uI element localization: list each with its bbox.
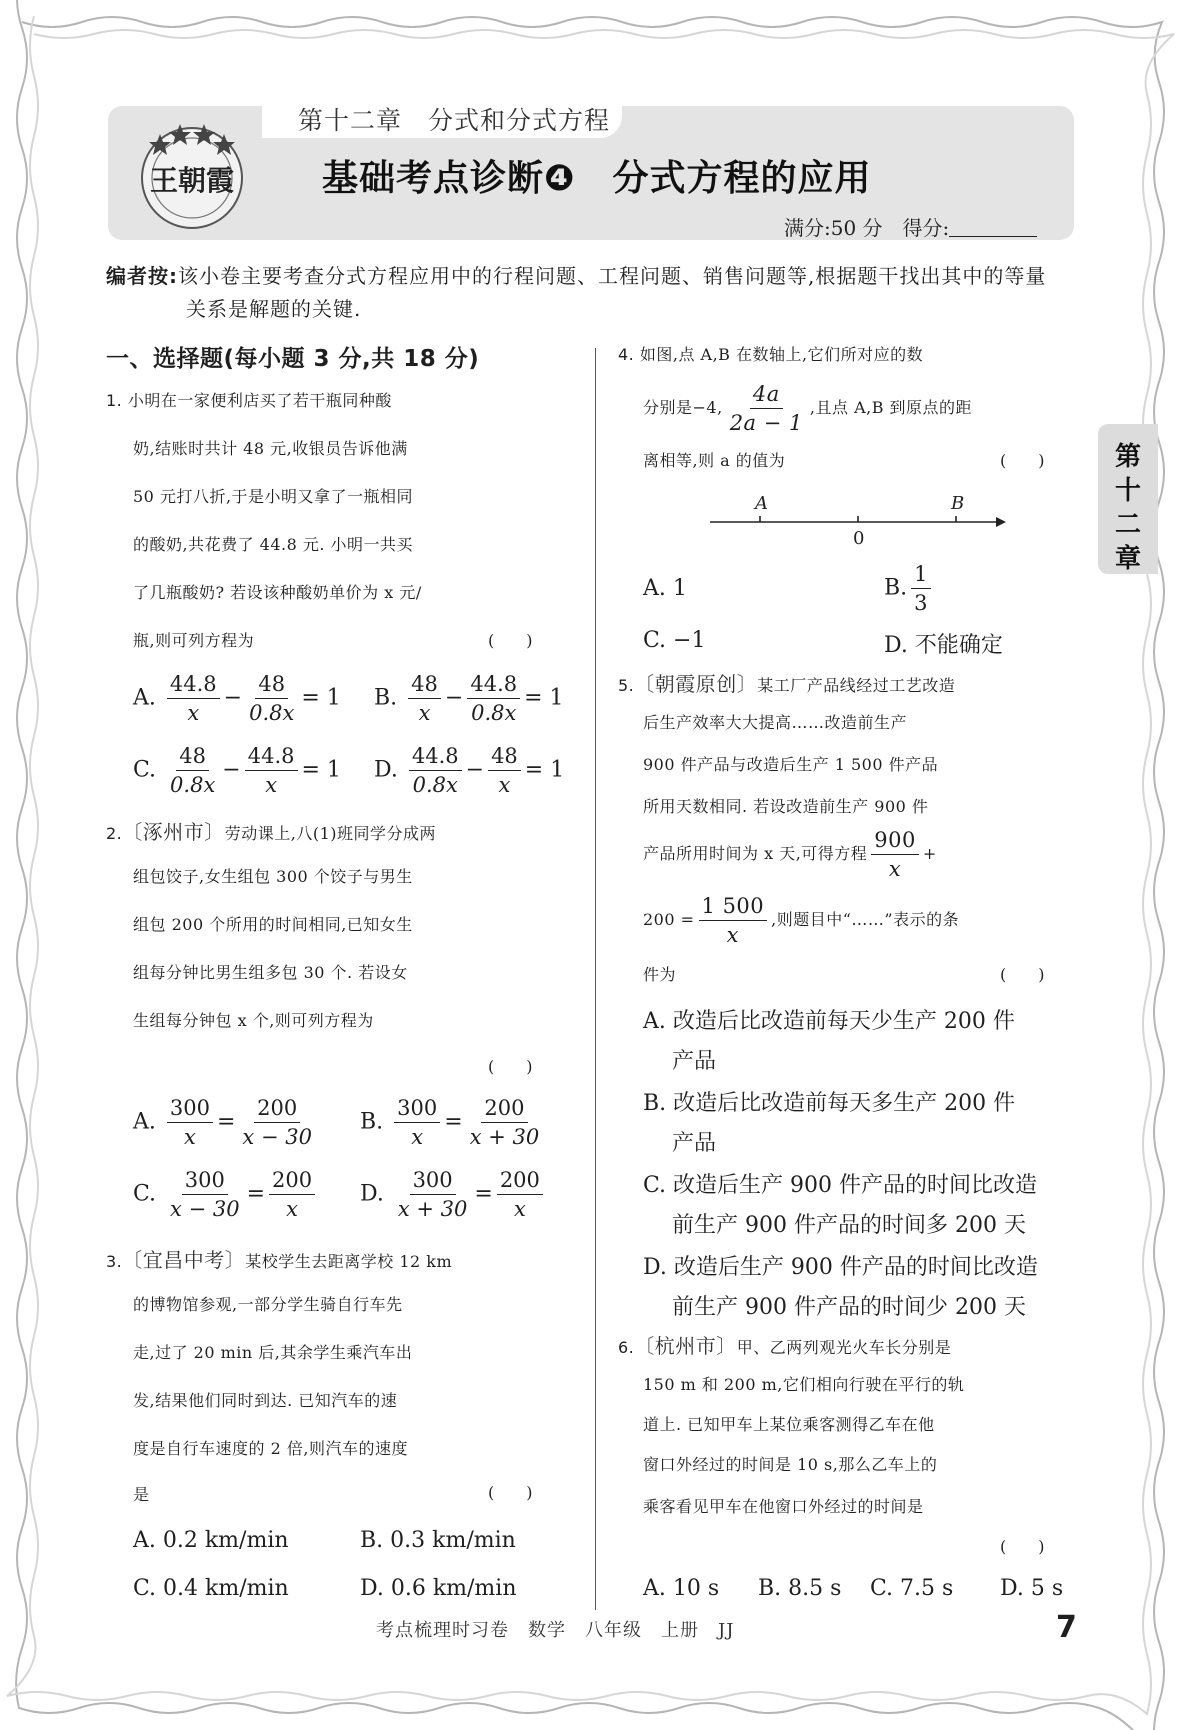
- q5-line-1: 5.〔朝霞原创〕某工厂产品线经过工艺改造: [618, 672, 956, 696]
- q6-option-a[interactable]: A. 10 s: [643, 1576, 720, 1601]
- q5-option-b[interactable]: B. 改造后比改造前每天多生产 200 件: [643, 1091, 1016, 1116]
- point-a-label: A: [755, 493, 768, 514]
- q2-option-d[interactable]: D. $\frac{300}{x + 30}$ = $\frac{200}{x}$: [360, 1168, 547, 1221]
- q6-option-d[interactable]: D. 5 s: [1000, 1576, 1064, 1601]
- q2-line-3: 组包 200 个所用的时间相同,已知女生: [133, 915, 413, 934]
- q1-option-b[interactable]: B. $\frac{48}{x}$ − $\frac{44.8}{0.8x}$ = 1: [374, 672, 564, 726]
- page-title: 基础考点诊断❹ 分式方程的应用: [322, 158, 872, 199]
- svg-text:王朝霞: 王朝霞: [149, 164, 235, 197]
- q2-line-4: 组每分钟比男生组多包 30 个. 若设女: [133, 963, 408, 982]
- q3-option-d[interactable]: D. 0.6 km/min: [360, 1576, 517, 1601]
- q5-option-a-cont: 产品: [672, 1049, 717, 1074]
- q6-line-1: 6.〔杭州市〕甲、乙两列观光火车长分别是: [618, 1334, 952, 1358]
- q2-option-a[interactable]: A. $\frac{300}{x}$ = $\frac{200}{x - 30}$: [133, 1096, 312, 1150]
- q1-line-3: 50 元打八折,于是小明又拿了一瓶相同: [133, 487, 414, 506]
- q6-option-c[interactable]: C. 7.5 s: [870, 1576, 954, 1601]
- q6-line-5: 乘客看见甲车在他窗口外经过的时间是: [643, 1497, 924, 1516]
- q3-line-4: 发,结果他们同时到达. 已知汽车的速: [133, 1391, 398, 1410]
- q2-option-c[interactable]: C. $\frac{300}{x - 30}$ = $\frac{200}{x}$: [133, 1168, 319, 1221]
- q2-line-1: 2.〔涿州市〕劳动课上,八(1)班同学分成两: [106, 820, 437, 844]
- q4-option-b[interactable]: B. $\frac{1}{3}$: [884, 562, 935, 615]
- q5-option-d[interactable]: D. 改造后生产 900 件产品的时间比改造: [643, 1255, 1038, 1280]
- q4-option-a[interactable]: A. 1: [643, 576, 687, 601]
- score-blank[interactable]: [949, 218, 1037, 237]
- q3-line-3: 走,过了 20 min 后,其余学生乘汽车出: [133, 1343, 413, 1362]
- q4-line-3: 离相等,则 a 的值为: [643, 451, 786, 470]
- point-b-label: B: [951, 493, 965, 514]
- footer-text: 考点梳理时习卷 数学 八年级 上册 JJ: [376, 1620, 735, 1641]
- q1-option-a[interactable]: A. $\frac{44.8}{x}$ − $\frac{48}{0.8x}$ = 1: [133, 672, 341, 726]
- q6-line-2: 150 m 和 200 m,它们相向行驶在平行的轨: [643, 1375, 965, 1394]
- q1-line-2: 奶,结账时共计 48 元,收银员告诉他满: [133, 439, 408, 458]
- q3-line-6: 是: [133, 1485, 150, 1504]
- q6-answer-paren[interactable]: ( ): [1000, 1537, 1045, 1556]
- score-line: 满分:50 分 得分:: [784, 212, 1037, 241]
- editor-note-label: 编者按:: [106, 264, 178, 288]
- chapter-side-tab-label: 第十二章: [1114, 442, 1141, 574]
- q2-option-b[interactable]: B. $\frac{300}{x}$ = $\frac{200}{x + 30}$: [360, 1096, 540, 1150]
- q4-option-c[interactable]: C. −1: [643, 628, 706, 653]
- q1-option-c[interactable]: C. $\frac{48}{0.8x}$ − $\frac{44.8}{x}$ = 1: [133, 744, 341, 798]
- q4-line-2: 分别是−4, $\frac{4a}{2a - 1}$ ,且点 A,B 到原点的距: [643, 382, 973, 436]
- q1-option-d[interactable]: D. $\frac{44.8}{0.8x}$ − $\frac{48}{x}$ = 1: [374, 744, 565, 798]
- q3-option-b[interactable]: B. 0.3 km/min: [360, 1528, 516, 1553]
- q6-line-3: 道上. 已知甲车上某位乘客测得乙车在他: [643, 1415, 935, 1434]
- q5-option-c[interactable]: C. 改造后生产 900 件产品的时间比改造: [643, 1173, 1038, 1198]
- page-number: 7: [1056, 1610, 1077, 1645]
- q4-line-1: 4. 如图,点 A,B 在数轴上,它们所对应的数: [618, 345, 924, 364]
- q3-line-5: 度是自行车速度的 2 倍,则汽车的速度: [133, 1439, 408, 1458]
- q3-answer-paren[interactable]: ( ): [488, 1483, 533, 1502]
- q6-option-b[interactable]: B. 8.5 s: [758, 1576, 842, 1601]
- q5-line-2: 后生产效率大大提高……改造前生产: [643, 713, 908, 732]
- q5-answer-paren[interactable]: ( ): [1000, 965, 1045, 984]
- q1-line-6: 瓶,则可列方程为: [133, 631, 255, 650]
- q5-line-3: 900 件产品与改造后生产 1 500 件产品: [643, 755, 939, 774]
- q2-line-5: 生组每分钟包 x 个,则可列方程为: [133, 1011, 374, 1030]
- q3-option-c[interactable]: C. 0.4 km/min: [133, 1576, 289, 1601]
- editor-note-line-1: 该小卷主要考查分式方程应用中的行程问题、工程问题、销售问题等,根据题干找出其中的等量: [178, 264, 1047, 288]
- q5-line-7: 件为: [643, 965, 677, 984]
- q5-line-4: 所用天数相同. 若设改造前生产 900 件: [643, 797, 929, 816]
- q5-line-5: 产品所用时间为 x 天,可得方程 $\frac{900}{x}$ +: [643, 828, 937, 882]
- q2-answer-paren[interactable]: ( ): [488, 1057, 533, 1076]
- chapter-title: 第十二章 分式和分式方程: [298, 106, 611, 135]
- q5-option-c-cont: 前生产 900 件产品的时间多 200 天: [672, 1213, 1026, 1238]
- q5-line-6: 200 = $\frac{1 500}{x}$ ,则题目中“……”表示的条: [643, 894, 960, 948]
- q1-answer-paren[interactable]: ( ): [488, 631, 533, 650]
- publisher-seal-logo: [128, 112, 256, 236]
- q5-option-b-cont: 产品: [672, 1131, 717, 1156]
- origin-label: 0: [853, 528, 865, 549]
- number-line-diagram: [700, 490, 1020, 550]
- q1-line-5: 了几瓶酸奶? 若设该种酸奶单价为 x 元/: [133, 583, 422, 602]
- q1-line-4: 的酸奶,共花费了 44.8 元. 小明一共买: [133, 535, 414, 554]
- editor-note-line-2: 关系是解题的关键.: [186, 297, 362, 321]
- column-divider: [595, 348, 596, 1610]
- q5-option-d-cont: 前生产 900 件产品的时间少 200 天: [672, 1295, 1026, 1320]
- q1-line-1: 1. 小明在一家便利店买了若干瓶同种酸: [106, 391, 392, 410]
- section-title: 一、选择题(每小题 3 分,共 18 分): [106, 346, 480, 372]
- q4-answer-paren[interactable]: ( ): [1000, 451, 1045, 470]
- q5-option-a[interactable]: A. 改造后比改造前每天少生产 200 件: [643, 1009, 1015, 1034]
- q3-line-2: 的博物馆参观,一部分学生骑自行车先: [133, 1295, 403, 1314]
- editor-note: [106, 260, 1082, 326]
- q3-line-1: 3.〔宜昌中考〕某校学生去距离学校 12 km: [106, 1248, 453, 1272]
- q2-line-2: 组包饺子,女生组包 300 个饺子与男生: [133, 867, 413, 886]
- q6-line-4: 窗口外经过的时间是 10 s,那么乙车上的: [643, 1455, 938, 1474]
- q3-option-a[interactable]: A. 0.2 km/min: [133, 1528, 289, 1553]
- q4-option-d[interactable]: D. 不能确定: [884, 633, 1003, 658]
